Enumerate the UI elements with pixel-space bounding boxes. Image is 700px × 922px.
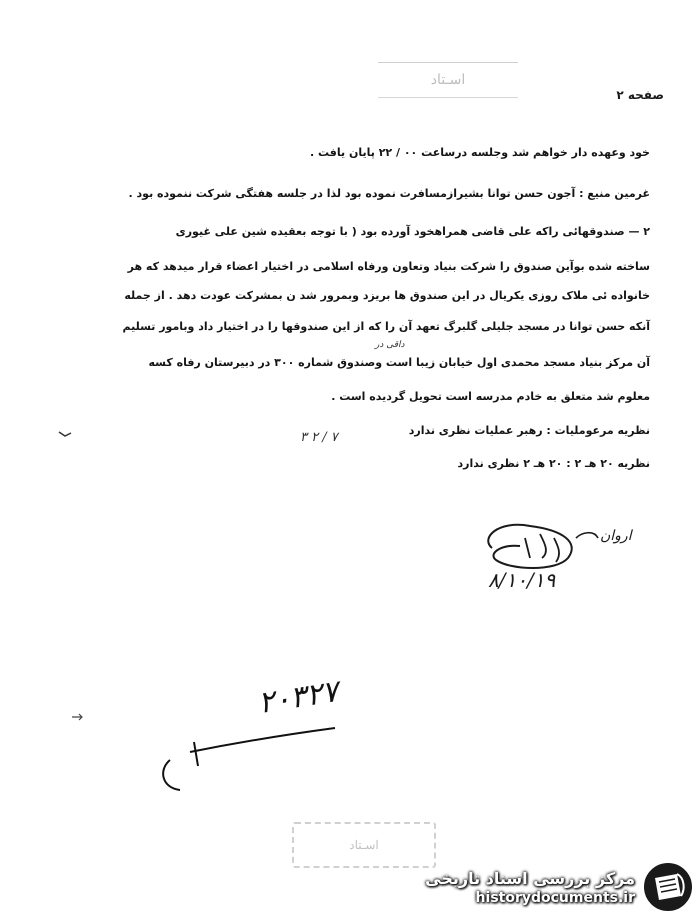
stamp-bottom-text: اسـتاد: [349, 838, 379, 852]
watermark-title: مرکز بررسی اسناد تاریخی: [425, 868, 635, 888]
margin-tick-mark: [58, 430, 72, 438]
handwritten-reference-number: ۲۰۳۲۷: [255, 673, 341, 722]
text-line-9: نظریه مرعوملیات : رهبر عملیات نظری ندارد: [408, 424, 650, 437]
margin-tick-mark-2: [70, 712, 84, 722]
text-line-5: خانواده ئی ملاک روزی یکریال در این صندوق ها بریزد وبمرور شد ن بمشرکت عودت دهد . از جمله: [124, 289, 650, 302]
interline-note: داقی در: [375, 340, 405, 350]
watermark-url: historydocuments.ir: [475, 889, 635, 906]
text-line-3: ۲ — صندوقهائی راکه علی قاضی همراهخود آورده بود ( با توجه بعقیده شین علی غیوری: [175, 225, 650, 238]
watermark-text: [405, 869, 641, 906]
watermark: [405, 856, 695, 918]
signature-date: ۸/۱۰/۱۹: [488, 568, 556, 592]
archive-stamp-top: [378, 62, 518, 98]
text-line-4: ساخته شده بوآین صندوق را شرکت بنیاد وتعاون ورفاه اسلامی در اختیار اعضاء قرار میدهد که هر: [127, 260, 650, 273]
handwritten-stroke-mark: [150, 720, 340, 800]
signature-label: اروان: [600, 528, 632, 544]
handwritten-pen-note: ۳ ۲ / ۷: [300, 430, 338, 445]
text-line-7: آن مرکز بنیاد مسجد محمدی اول خیابان زیبا است وصندوق شماره ۳۰۰ در دبیرستان رفاه کسه: [148, 356, 650, 369]
text-line-1: خود وعهده دار خواهم شد وجلسه درساعت ۰۰ / ۲۲ پایان یافت .: [310, 146, 650, 159]
text-line-10: نظریه ۲۰ هـ ۲ : ۲۰ هـ ۲ نظری ندارد: [457, 457, 650, 470]
text-line-2: غرمین منیع : آجون حسن توانا بشیرازمسافرت نموده بود لذا در جلسه هفتگی شرکت ننموده بود .: [128, 187, 650, 200]
page-number-label: صفحه ۲: [616, 88, 664, 102]
text-line-6: آنکه حسن توانا در مسجد جلیلی گلبرگ تعهد آن را که از این صندوقها را در اختیار داد وبامور تسلیم: [122, 320, 650, 333]
text-line-8: معلوم شد متعلق به خادم مدرسه است تحویل گردیده است .: [331, 390, 650, 403]
document-center-logo-icon: [641, 860, 695, 914]
stamp-top-text: اسـتاد: [430, 72, 466, 88]
